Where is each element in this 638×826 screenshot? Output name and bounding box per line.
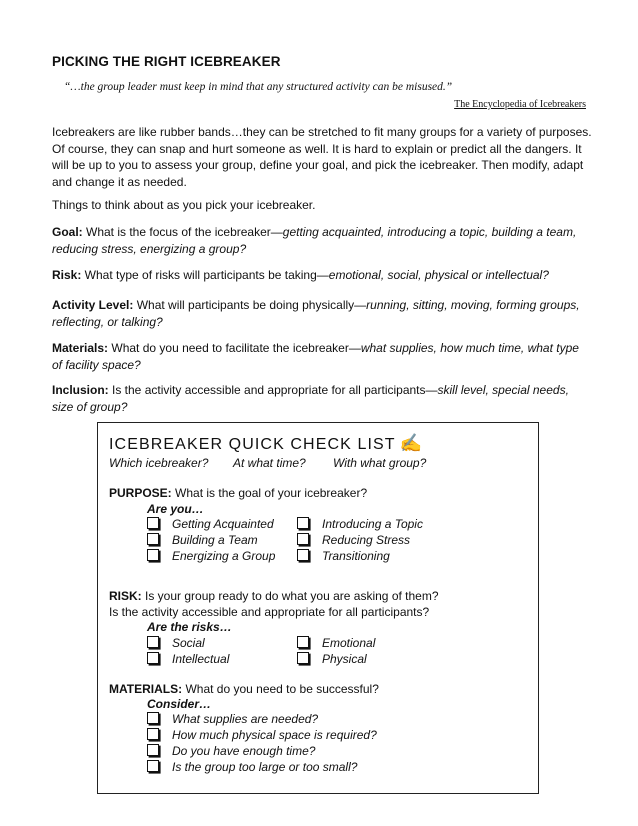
checkbox[interactable]	[297, 533, 309, 545]
checkbox-label: Introducing a Topic	[322, 517, 423, 531]
checkbox[interactable]	[297, 517, 309, 529]
activity-paragraph	[52, 297, 592, 330]
intro-paragraph: Icebreakers are like rubber bands…they can be stretched to fit many groups for a variety of purposes. Of course, they can snap and hurt someone as well. It is hard to explain or predict all the dangers. It will be up to you to assess your group, define your goal, and pick the icebreaker. Then modify, adapt and change it as needed.	[52, 125, 592, 189]
checkbox-label: Getting Acquainted	[172, 517, 274, 531]
checkbox-label: Social	[172, 636, 205, 650]
checkbox[interactable]	[147, 760, 159, 772]
checkbox-label: Intellectual	[172, 652, 230, 666]
purpose-question	[109, 486, 367, 500]
things-paragraph: Things to think about as you pick your icebreaker.	[52, 198, 316, 212]
writing-hand-icon: ✍	[399, 433, 424, 453]
risk-label: Risk:	[52, 268, 82, 282]
materials-text: What do you need to facilitate the icebreaker—	[108, 341, 361, 355]
checkbox[interactable]	[147, 517, 159, 529]
checkbox[interactable]	[297, 636, 309, 648]
checkbox[interactable]	[147, 652, 159, 664]
checkbox-item[interactable]	[297, 548, 390, 564]
subtitle-when: At what time?	[233, 456, 306, 470]
risk-question	[109, 589, 439, 603]
activity-examples: running, sitting, moving, forming groups, reflecting, or talking?	[52, 298, 580, 329]
checkbox[interactable]	[147, 744, 159, 756]
checkbox-item[interactable]	[297, 651, 367, 667]
materials-sublabel: Consider…	[147, 697, 212, 711]
risk-check-label: RISK:	[109, 589, 142, 603]
risk-question-2: Is the activity accessible and appropriate for all participants?	[109, 605, 430, 619]
inclusion-text: Is the activity accessible and appropriate for all participants—	[108, 383, 438, 397]
checkbox[interactable]	[147, 549, 159, 561]
checkbox-label: What supplies are needed?	[172, 712, 319, 726]
page-title: PICKING THE RIGHT ICEBREAKER	[52, 54, 281, 69]
checkbox-item[interactable]	[147, 532, 258, 548]
checkbox-label: Building a Team	[172, 533, 258, 547]
checkbox-label: How much physical space is required?	[172, 728, 377, 742]
checkbox-item[interactable]	[147, 548, 275, 564]
risk-sublabel: Are the risks…	[147, 620, 232, 634]
risk-question-text: Is your group ready to do what you are asking of them?	[141, 589, 439, 603]
risk-examples: emotional, social, physical or intellectual?	[328, 268, 549, 282]
inclusion-label: Inclusion:	[52, 383, 109, 397]
purpose-sublabel: Are you…	[147, 502, 204, 516]
quick-check-list-box	[97, 422, 539, 794]
checklist-title-text: ICEBREAKER QUICK CHECK LIST	[109, 436, 396, 453]
checkbox-item[interactable]	[297, 532, 410, 548]
checklist-title	[109, 433, 423, 454]
checklist-subtitle	[109, 456, 426, 470]
checkbox[interactable]	[147, 728, 159, 740]
quote-source: The Encyclopedia of Icebreakers	[454, 99, 586, 110]
materials-question-text: What do you need to be successful?	[182, 682, 379, 696]
checkbox-item[interactable]	[297, 516, 423, 532]
checkbox-label: Is the group too large or too small?	[172, 760, 358, 774]
checkbox[interactable]	[297, 549, 309, 561]
checkbox-label: Energizing a Group	[172, 549, 276, 563]
checkbox[interactable]	[297, 652, 309, 664]
subtitle-which: Which icebreaker?	[109, 456, 209, 470]
goal-text: What is the focus of the icebreaker—	[82, 225, 283, 239]
quote: “…the group leader must keep in mind that any structured activity can be misused.”	[64, 81, 453, 93]
materials-question	[109, 682, 379, 696]
checkbox-label: Emotional	[322, 636, 376, 650]
activity-label: Activity Level:	[52, 298, 134, 312]
checkbox[interactable]	[147, 533, 159, 545]
materials-paragraph	[52, 340, 592, 373]
materials-check-label: MATERIALS:	[109, 682, 183, 696]
goal-examples: getting acquainted, introducing a topic, building a team, reducing stress, energizing a group?	[52, 225, 577, 256]
checkbox-item[interactable]	[147, 743, 315, 759]
checkbox-label: Physical	[322, 652, 367, 666]
checkbox-item[interactable]	[147, 711, 318, 727]
subtitle-who: With what group?	[333, 456, 427, 470]
checkbox-label: Transitioning	[322, 549, 390, 563]
checkbox-item[interactable]	[297, 635, 375, 651]
purpose-question-text: What is the goal of your icebreaker?	[171, 486, 368, 500]
activity-text: What will participants be doing physically—	[133, 298, 367, 312]
checkbox-label: Do you have enough time?	[172, 744, 316, 758]
inclusion-examples: skill level, special needs, size of group?	[52, 383, 569, 414]
purpose-label: PURPOSE:	[109, 486, 172, 500]
materials-label: Materials:	[52, 341, 109, 355]
checkbox[interactable]	[147, 712, 159, 724]
checkbox[interactable]	[147, 636, 159, 648]
materials-examples: what supplies, how much time, what type of facility space?	[52, 341, 579, 372]
goal-label: Goal:	[52, 225, 83, 239]
checkbox-item[interactable]	[147, 516, 274, 532]
checkbox-item[interactable]	[147, 759, 357, 775]
checkbox-label: Reducing Stress	[322, 533, 411, 547]
checkbox-item[interactable]	[147, 635, 205, 651]
checkbox-item[interactable]	[147, 727, 377, 743]
risk-text: What type of risks will participants be taking—	[81, 268, 329, 282]
goal-paragraph	[52, 224, 592, 257]
risk-paragraph	[52, 267, 592, 284]
checkbox-item[interactable]	[147, 651, 229, 667]
inclusion-paragraph	[52, 382, 592, 415]
